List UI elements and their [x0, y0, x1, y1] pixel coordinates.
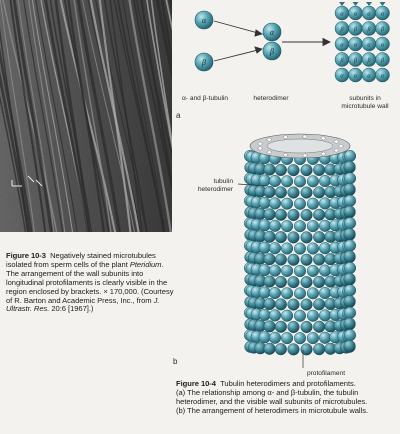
figure-10-4-caption-b: (b) The arrangement of heterodimers in microtubule walls.	[176, 405, 369, 415]
heterodimer	[263, 23, 281, 60]
heterodimer-sphere	[344, 217, 356, 229]
heterodimer-sphere	[313, 343, 325, 355]
heterodimer-sphere	[319, 175, 331, 187]
heterodimer-sphere	[344, 206, 356, 218]
figure-10-3-label: Figure 10-3	[6, 251, 46, 260]
heterodimer-sphere	[319, 310, 331, 322]
heterodimer-sphere	[344, 273, 356, 285]
heterodimer-sphere	[259, 220, 271, 232]
heterodimer-sphere	[269, 175, 281, 187]
wall-subunit-symbol: α	[353, 73, 358, 80]
caption-text-2: . The arrangement of the wall subunits into longitudinal protofilaments is clearly visible in the region enclosed by brackets. × 170,000. (Courtesy of R. Barton and Academic Press, Inc., from	[6, 259, 174, 305]
heterodimer-sphere	[344, 251, 356, 263]
wall-top-marker	[366, 2, 372, 6]
heterodimer-sphere	[307, 198, 319, 210]
heterodimer-sphere	[264, 164, 276, 176]
beta-tubulin-sphere	[195, 53, 213, 71]
heterodimer-sphere	[294, 220, 306, 232]
heterodimer-sphere	[288, 276, 300, 288]
wall-subunit-symbol: α	[380, 11, 385, 18]
heterodimer-sphere	[344, 340, 356, 352]
heterodimer-sphere	[275, 231, 287, 243]
caption-text-3: 20:6 [1967].)	[49, 304, 94, 314]
heterodimer-sphere	[313, 254, 325, 266]
heterodimer-sphere	[344, 228, 356, 240]
heterodimer-sphere	[281, 176, 293, 188]
heterodimer-sphere	[344, 295, 356, 307]
heterodimer-sphere	[281, 310, 293, 322]
heterodimer-sphere	[344, 150, 356, 162]
heterodimer-sphere	[264, 321, 276, 333]
wall-subunit-symbol: α	[353, 11, 358, 18]
caption-italic-species: Pteridium	[129, 259, 162, 269]
heterodimer-sphere	[269, 310, 281, 322]
heterodimer-sphere	[313, 209, 325, 221]
heterodimer-sphere	[288, 299, 300, 311]
heterodimer-sphere	[307, 310, 319, 322]
micrograph-image	[0, 0, 172, 232]
wall-subunit-symbol: β	[340, 27, 344, 33]
wall-subunit-symbol: β	[381, 27, 384, 33]
wall-subunit-symbol: β	[367, 27, 371, 33]
heterodimer-sphere	[288, 344, 300, 356]
heterodimer-sphere	[259, 242, 271, 254]
heterodimer-sphere	[294, 288, 306, 300]
heterodimer-sphere	[259, 309, 271, 321]
panel-a-label: a	[176, 111, 181, 120]
heterodimer-sphere	[344, 329, 356, 341]
heterodimer-sphere	[307, 265, 319, 277]
heterodimer-sphere	[344, 262, 356, 274]
wall-subunit-symbol: α	[367, 42, 371, 49]
heterodimer-sphere	[269, 265, 281, 277]
heterodimer-sphere	[301, 254, 313, 266]
heterodimer-sphere	[319, 242, 331, 254]
heterodimer-sphere	[264, 343, 276, 355]
heterodimer-sphere	[288, 254, 300, 266]
heterodimer-sphere	[294, 243, 306, 255]
heterodimer-sphere	[269, 332, 281, 344]
caption-italic-journal: J. Ultrastr. Res.	[6, 295, 160, 314]
heterodimer-sphere	[319, 198, 331, 210]
wall-subunit-symbol: α	[340, 42, 344, 49]
alpha-tubulin-sphere	[195, 11, 213, 29]
heterodimer-sphere	[301, 299, 313, 311]
heterodimer-sphere	[288, 187, 300, 199]
heterodimer-sphere	[319, 265, 331, 277]
heterodimer-sphere	[313, 164, 325, 176]
microtubule-top-rim	[250, 134, 350, 158]
wall-subunit-symbol: α	[367, 73, 371, 80]
wall-subunit-symbol: α	[380, 42, 385, 49]
svg-text:β: β	[202, 58, 206, 67]
heterodimer-sphere	[301, 344, 313, 356]
heterodimer-sphere	[319, 287, 331, 299]
heterodimer-sphere	[294, 176, 306, 188]
heterodimer-sphere	[301, 276, 313, 288]
heterodimer-sphere	[275, 164, 287, 176]
heterodimer-sphere	[259, 332, 271, 344]
heterodimer-sphere	[275, 209, 287, 221]
svg-text:β: β	[270, 47, 274, 56]
heterodimer-sphere	[313, 276, 325, 288]
wall-subunit-symbol: β	[340, 58, 344, 64]
protofilament-label: protofilament	[306, 370, 346, 377]
heterodimer-sphere	[275, 254, 287, 266]
wall-subunit-symbol: α	[380, 73, 385, 80]
heterodimer-sphere	[275, 187, 287, 199]
heterodimer-sphere	[259, 287, 271, 299]
heterodimer-sphere	[313, 299, 325, 311]
heterodimer-sphere	[307, 243, 319, 255]
heterodimer-sphere	[344, 195, 356, 207]
heterodimer-sphere	[344, 285, 356, 297]
heterodimer-sphere	[264, 298, 276, 310]
heterodimer-sphere	[294, 265, 306, 277]
figure-10-4-label: Figure 10-4	[176, 379, 216, 388]
heterodimer-sphere	[281, 288, 293, 300]
heterodimer-sphere	[301, 321, 313, 333]
subunits-label: subunits in microtubule wall	[341, 95, 389, 110]
figure-10-4-caption	[176, 380, 398, 416]
wall-top-marker	[380, 2, 386, 6]
microtubule-wall-subunits	[335, 2, 390, 82]
figure-10-4-caption-a: (a) The relationship among α- and β-tubulin, the tubulin heterodimer, and the visible wall subunits of microtubules.	[176, 387, 368, 406]
wall-subunit-symbol: α	[340, 73, 344, 80]
heterodimer-sphere	[264, 276, 276, 288]
wall-subunit-symbol: β	[354, 58, 357, 64]
panel-b-label: b	[173, 357, 178, 366]
tubulin-heterodimer-label: tubulin heterodimer	[197, 178, 233, 193]
heterodimer-sphere	[307, 220, 319, 232]
wall-subunit-symbol: β	[367, 58, 371, 64]
wall-subunit-symbol: α	[340, 11, 344, 18]
heterodimer-sphere	[264, 253, 276, 265]
heterodimer-sphere	[275, 343, 287, 355]
heterodimer-sphere	[275, 321, 287, 333]
heterodimer-sphere	[301, 187, 313, 199]
heterodimer-sphere	[313, 321, 325, 333]
wall-top-marker	[339, 2, 345, 6]
heterodimer-sphere	[307, 332, 319, 344]
heterodimer-sphere	[269, 242, 281, 254]
wall-subunit-symbol: β	[381, 58, 384, 64]
heterodimer-sphere	[281, 198, 293, 210]
wall-top-marker	[353, 2, 359, 6]
heterodimer-sphere	[301, 209, 313, 221]
heterodimer-sphere	[301, 232, 313, 244]
heterodimer-sphere	[288, 321, 300, 333]
heterodimer-sphere	[259, 264, 271, 276]
wall-subunit-symbol: α	[367, 11, 371, 18]
heterodimer-sphere	[281, 243, 293, 255]
heterodimer-sphere	[319, 332, 331, 344]
heterodimer-sphere	[307, 176, 319, 188]
figure-10-3-caption	[6, 252, 178, 314]
heterodimer-sphere	[344, 173, 356, 185]
heterodimer-sphere	[281, 265, 293, 277]
heterodimer-sphere	[264, 186, 276, 198]
heterodimer-sphere	[319, 220, 331, 232]
caption-text: Negatively stained microtubules isolated from sperm cells of the plant	[6, 251, 156, 269]
svg-text:α: α	[269, 28, 275, 37]
heterodimer-sphere	[344, 318, 356, 330]
heterodimer-sphere	[344, 183, 356, 195]
heterodimer-sphere	[294, 332, 306, 344]
heterodimer-sphere	[259, 175, 271, 187]
heterodimer-sphere	[269, 220, 281, 232]
heterodimer-sphere	[344, 161, 356, 173]
svg-text:α: α	[201, 16, 207, 25]
heterodimer-sphere	[307, 288, 319, 300]
heterodimer-sphere	[288, 164, 300, 176]
heterodimer-sphere	[288, 232, 300, 244]
heterodimer-sphere	[294, 198, 306, 210]
heterodimer-sphere	[264, 231, 276, 243]
heterodimer-sphere	[344, 240, 356, 252]
wall-subunit-symbol: β	[354, 27, 357, 33]
tubulin-label: α- and β-tubulin	[182, 95, 229, 102]
heterodimer-sphere	[264, 209, 276, 221]
heterodimer-sphere	[269, 287, 281, 299]
heterodimer-sphere	[313, 187, 325, 199]
heterodimer-label: heterodimer	[253, 95, 289, 102]
heterodimer-sphere	[275, 299, 287, 311]
heterodimer-sphere	[294, 310, 306, 322]
heterodimer-sphere	[288, 209, 300, 221]
heterodimer-sphere	[313, 231, 325, 243]
heterodimer-sphere	[269, 198, 281, 210]
heterodimer-sphere	[301, 164, 313, 176]
heterodimer-sphere	[259, 197, 271, 209]
wall-subunit-symbol: α	[353, 42, 358, 49]
heterodimer-sphere	[281, 332, 293, 344]
heterodimer-sphere	[275, 276, 287, 288]
heterodimer-sphere	[344, 307, 356, 319]
figure-10-4-title: Tubulin heterodimers and protofilaments.	[220, 379, 356, 388]
heterodimer-sphere	[281, 220, 293, 232]
diagram-b-microtubule	[182, 124, 400, 380]
